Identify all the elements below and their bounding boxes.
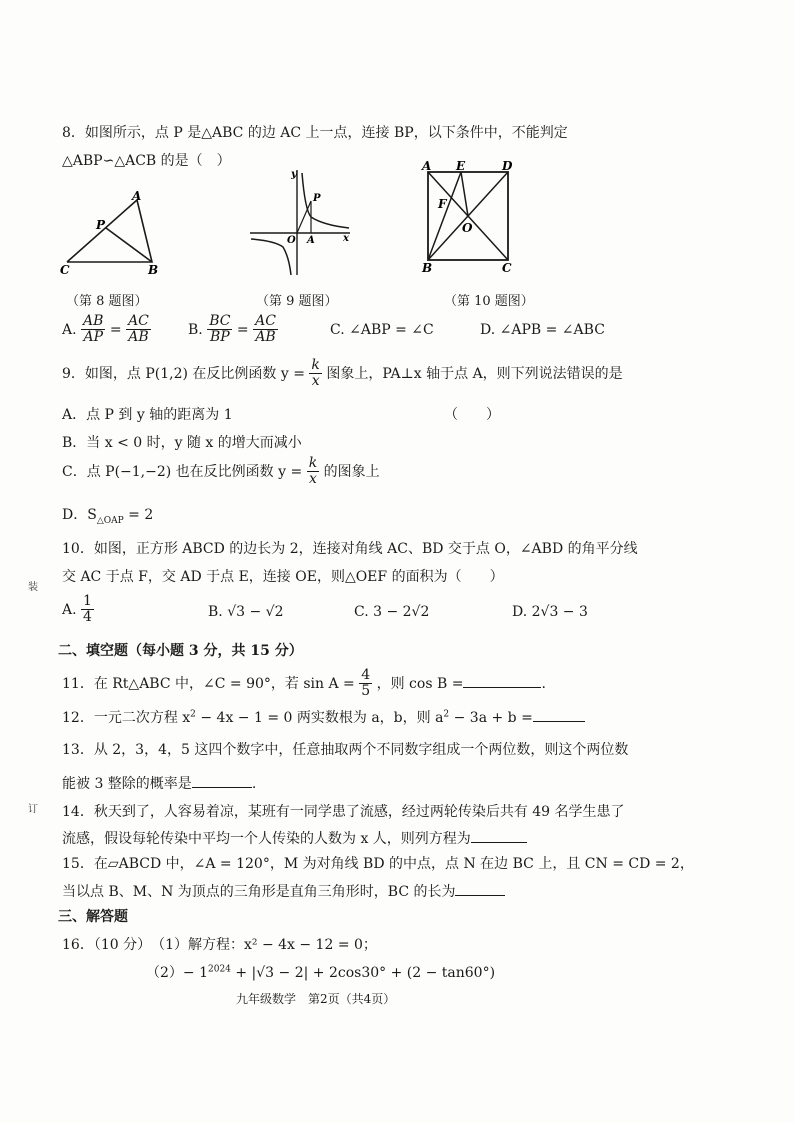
- q8-stem-line1: 8．如图所示，点 P 是△ABC 的边 AC 上一点，连接 BP，以下条件中，不能判定: [62, 125, 568, 141]
- q9-option-a: A．点 P 到 y 轴的距离为 1: [62, 407, 233, 423]
- q8-option-b: B. $\frac{BC}{BP}$ = $\frac{AC}{AB}$: [188, 313, 276, 346]
- q12-answer-blank[interactable]: [533, 709, 585, 722]
- q13-line1: 13．从 2，3，4，5 这四个数字中，任意抽取两个不同数字组成一个两位数，则这个两位数: [62, 742, 629, 758]
- q8-option-c: C. ∠ABP = ∠C: [330, 322, 434, 338]
- q11-answer-blank[interactable]: [463, 675, 541, 688]
- q10-stem-line1: 10．如图，正方形 ABCD 的边长为 2，连接对角线 AC、BD 交于点 O，∠ABD 的角平分线: [62, 541, 638, 557]
- page-footer: 九年级数学 第2页（共4页）: [236, 992, 396, 1006]
- fig8-label-p: P: [96, 218, 106, 232]
- section-2-title: 二、填空题（每小题 3 分，共 15 分）: [58, 643, 303, 659]
- section-3-title: 三、解答题: [58, 909, 128, 925]
- q10-option-a: A. $\frac{1}{4}$: [62, 593, 92, 626]
- q10-option-d: D. 2√3 − 3: [512, 604, 588, 620]
- q8-option-d: D. ∠APB = ∠ABC: [480, 322, 605, 338]
- hyperbola-branch-left: [251, 239, 291, 275]
- bisector-be: [428, 172, 461, 260]
- q14-line2: 流感，假设每轮传染中平均一个人传染的人数为 x 人，则列方程为: [62, 828, 527, 848]
- q10-option-c: C. 3 − 2√2: [354, 604, 430, 620]
- q9-answer-paren: （ ）: [444, 407, 500, 423]
- fig10-label-f: F: [438, 197, 447, 211]
- q16-line2: $(2)- 1^{2024} + |√3 - 2| + 2\cos 30^\circ + (2 - \tan 60^\circ)$: [146, 964, 496, 981]
- q9-option-b: B．当 x < 0 时，y 随 x 的增大而减小: [62, 435, 302, 451]
- q15-line2: 当以点 B、M、N 为顶点的三角形是直角三角形时，BC 的长为: [62, 881, 505, 901]
- segment-op: [297, 201, 311, 233]
- fig9-label-x: x: [343, 233, 349, 244]
- fig9-label-o: O: [287, 235, 296, 246]
- fig10-label-b: B: [422, 261, 433, 275]
- q15-answer-blank[interactable]: [455, 883, 505, 896]
- fig9-caption: （第 9 题图）: [256, 294, 338, 309]
- q8-stem-line2: △ABP∽△ACB 的是（ ）: [62, 153, 231, 169]
- q14-answer-blank[interactable]: [471, 830, 527, 843]
- fig8-label-c: C: [60, 263, 70, 277]
- fig9-label-y: y: [291, 169, 297, 180]
- fig9-label-p: P: [313, 193, 321, 204]
- q16-line1: 16．（10 分） （1）解方程：x² − 4x − 12 = 0；: [62, 937, 377, 953]
- q9-option-c: C．点 P(−1,−2) 也在反比例函数 y = $\frac{k}{x}$ 的图象上: [62, 455, 380, 488]
- fig10-label-d: D: [502, 159, 513, 173]
- q12: 12．一元二次方程 $x^2 - 4x - 1 = 0$ 两实数根为 a，b，则 $a^2 - 3a + b$ =: [62, 707, 585, 727]
- margin-mark-zhuang: 装: [28, 582, 38, 593]
- fig8-label-a: A: [132, 189, 142, 203]
- q9-stem: 9．如图，点 P(1,2) 在反比例函数 y = $\frac{k}{x}$ 图象上，PA⊥x 轴于点 A，则下列说法错误的是: [62, 357, 623, 390]
- fig10-label-a: A: [422, 159, 432, 173]
- figure-9-hyperbola: [245, 165, 360, 280]
- fig10-label-c: C: [502, 261, 512, 275]
- q9-option-d: D．$S_{\triangle OAP} = 2$: [62, 507, 154, 526]
- q10-option-b: B. √3 − √2: [208, 604, 284, 620]
- fig10-label-e: E: [456, 159, 466, 173]
- q11: 11．在 Rt△ABC 中，∠C = 90°，若 sin A = $\frac{4}{5}$ ，则 cos B = .: [62, 667, 546, 700]
- fig8-label-b: B: [148, 263, 159, 277]
- q14-line1: 14．秋天到了，人容易着凉，某班有一同学患了流感，经过两轮传染后共有 49 名学生患了: [62, 804, 625, 820]
- figure-8-triangle: [58, 188, 168, 278]
- fig10-caption: （第 10 题图）: [444, 294, 534, 309]
- q13-line2: 能被 3 整除的概率是 .: [62, 776, 257, 792]
- q8-option-a: A. $\frac{AB}{AP}$ = $\frac{AC}{AB}$: [62, 313, 149, 346]
- margin-mark-ding: 订: [28, 804, 38, 815]
- fig9-label-a: A: [307, 235, 315, 246]
- fig8-caption: （第 8 题图）: [66, 294, 148, 309]
- q15-line1: 15．在▱ABCD 中，∠A = 120°，M 为对角线 BD 的中点，点 N 在边 BC 上，且 CN = CD = 2，: [62, 856, 694, 872]
- fig10-label-o: O: [462, 221, 473, 235]
- q10-stem-line2: 交 AC 于点 F，交 AD 于点 E，连接 OE，则△OEF 的面积为（ ）: [62, 569, 504, 585]
- figure-10-square: [418, 158, 523, 276]
- q13-answer-blank[interactable]: [192, 775, 252, 788]
- hyperbola-branch-right: [302, 173, 349, 228]
